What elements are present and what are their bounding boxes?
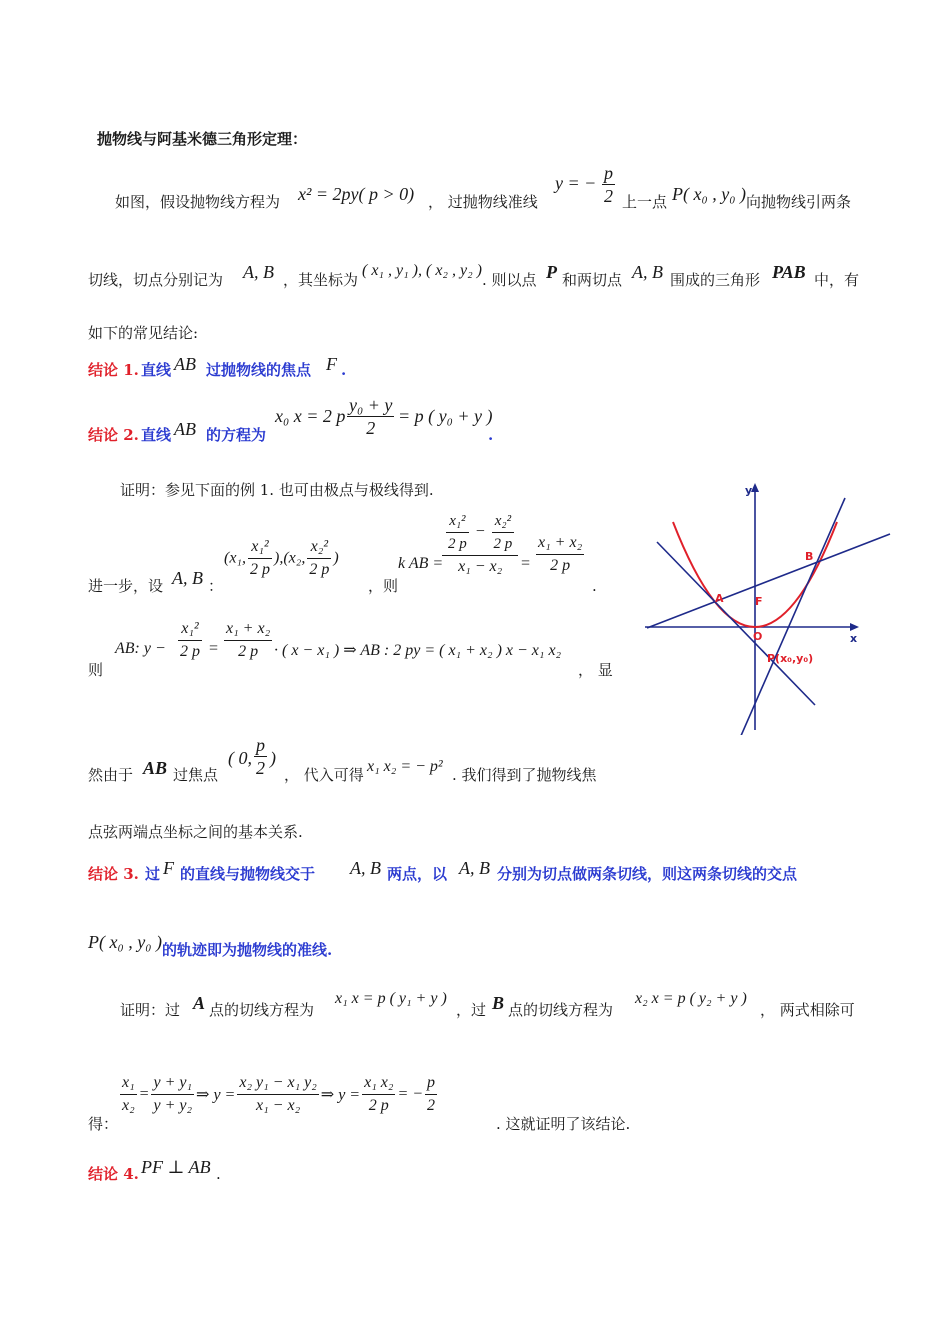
slope-result — [534, 532, 586, 577]
point-P0-3: P( x₀ , y₀ ) — [88, 932, 162, 952]
slope-num-c: x₂² — [492, 510, 515, 533]
proof-2-line-1: 证明：参见下面的例 1. 也可由极点与极线得到. — [120, 481, 434, 499]
proof-2-line-3-a: 则 — [88, 661, 104, 679]
proof-2-line-2-c: ，则 — [368, 577, 399, 595]
slope-kAB: k AB = — [398, 555, 444, 572]
intro-line-1-text-a: 如图，假设抛物线方程为 — [115, 193, 281, 211]
label-x: x — [850, 632, 858, 645]
directrix-frac — [600, 162, 617, 207]
proof-3-g: . 这就证明了该结论. — [496, 1115, 631, 1133]
dc-f1-num: x₁ — [120, 1072, 137, 1095]
coord1-num: x₁² — [248, 536, 272, 559]
label-B: B — [805, 550, 814, 563]
dc-f1-den: x₂ — [122, 1097, 135, 1114]
conclusion-3-text-a: 过 — [145, 865, 161, 883]
proof-2-line-4-a: 然由于 — [88, 766, 134, 784]
dc-imp1: ⇒ y = — [196, 1086, 236, 1104]
proof-2-line-2-d: . — [592, 577, 597, 595]
line-AB-1: AB — [174, 354, 196, 374]
dc-f4-num: x₁ x₂ — [362, 1072, 395, 1095]
coord-set-1: (x₁, $\frac{\text{x₁²}}{2 p}$ ),(x₂, $\frac{\text{x₂²}}{2 p}$ ) — [224, 536, 339, 581]
abl-f1-num: x₁² — [178, 618, 202, 641]
proof-2-line-4-d: . 我们得到了抛物线焦 — [452, 766, 597, 784]
slope-res-den: 2 p — [550, 557, 571, 574]
points-AB-2: A, B — [632, 262, 663, 282]
dc-f5-num: p — [425, 1072, 437, 1095]
ab-eq-den: 2 — [366, 418, 376, 438]
fp-num: p — [256, 735, 265, 755]
line-AB-2: AB — [174, 419, 196, 439]
intro-line-2-text-c: . 则以点 — [482, 271, 537, 289]
coord2-num: x₂² — [307, 536, 331, 559]
slope-num-d: 2 p — [493, 536, 513, 552]
coord2-den: 2 p — [309, 561, 330, 578]
intro-line-1-text-c: 上一点 — [622, 193, 668, 211]
conclusion-3-text-d: 分别为切点做两条切线，则这两条切线的交点 — [497, 865, 798, 883]
directrix-lhs: y = − — [555, 173, 597, 193]
slope-num-a: x₁² — [446, 510, 469, 533]
points-AB-3: A, B — [172, 568, 203, 588]
ab-line-frac1 — [176, 618, 204, 663]
conclusion-2-text-b: 的方程为 — [206, 426, 267, 444]
conclusion-1-text-b: 过抛物线的焦点 — [206, 361, 312, 379]
proof-2-line-2-a: 进一步，设 — [88, 577, 164, 595]
directrix-den: 2 — [604, 186, 613, 206]
ab-equation-frac — [345, 394, 396, 439]
conclusion-3-text-b: 的直线与抛物线交于 — [180, 865, 316, 883]
label-P: P(x₀,y₀) — [767, 652, 814, 665]
conclusion-2-text-a: 直线 — [141, 426, 172, 444]
dc-imp2: ⇒ y = — [320, 1086, 361, 1104]
points-AB-4: A, B — [350, 858, 381, 878]
intro-line-2-text-a: 切线，切点分别记为 — [88, 271, 224, 289]
focus-F-1: F — [326, 354, 337, 374]
conclusion-4-text-b: . — [216, 1165, 221, 1183]
intro-line-1-text-d: 向抛物线引两条 — [746, 193, 852, 211]
ab-equation-rhs: = p ( y₀ + y ) — [398, 406, 493, 426]
focus-F-3: F — [163, 858, 174, 878]
proof-3-b: 点的切线方程为 — [209, 1001, 315, 1019]
line-AB-3: AB — [143, 758, 168, 778]
points-AB-5: A, B — [459, 858, 490, 878]
dc-eq1: = — [138, 1085, 150, 1103]
points-AB: A, B — [243, 262, 274, 282]
focus-point-frac — [252, 734, 269, 779]
slope-den: x₁ − x₂ — [458, 558, 503, 575]
conclusion-2-label: 结论 2. — [88, 426, 139, 444]
intro-line-2-text-f: 中，有 — [814, 271, 860, 289]
division-chain — [118, 1072, 439, 1117]
conclusion-1-text-c: . — [341, 361, 347, 379]
conclusion-3-text-c: 两点，以 — [387, 865, 448, 883]
intro-line-3: 如下的常见结论: — [88, 324, 199, 342]
triangle-PAB: PAB — [772, 262, 806, 282]
conclusion-3-text-e: 的轨迹即为抛物线的准线. — [162, 941, 333, 959]
proof-2-line-4-b: 过焦点 — [173, 766, 219, 784]
point-P: P — [546, 262, 557, 282]
label-y: y — [745, 484, 753, 497]
dc-f5-den: 2 — [427, 1097, 436, 1114]
proof-3-e: ， 两式相除可 — [760, 1001, 855, 1019]
dc-neg: = − — [397, 1085, 424, 1103]
tangent-at-B: x₂ x = p ( y₂ + y ) — [635, 990, 747, 1007]
conclusion-4-label: 结论 4. — [88, 1165, 139, 1183]
slope-num-b: 2 p — [448, 536, 467, 552]
tangent-at-A: x₁ x = p ( y₁ + y ) — [335, 990, 447, 1007]
abl-f1-den: 2 p — [180, 643, 200, 660]
x-axis-arrow — [850, 623, 859, 631]
slope-eq: = — [520, 555, 531, 572]
fp-den: 2 — [256, 758, 265, 778]
parabola-equation: x² = 2py( p > 0) — [298, 184, 415, 204]
abl-f2-num: x₁ + x₂ — [224, 618, 272, 641]
dc-f3-num: x₂ y₁ − x₁ y₂ — [237, 1072, 318, 1095]
dc-f2-num: y + y₁ — [151, 1072, 194, 1095]
ab-equation-lhs: x₀ x = 2 p — [275, 406, 346, 426]
abl-f2-den: 2 p — [238, 643, 259, 660]
slope-num: $\frac{\text{x₁²}}{2 p}$ − $\frac{\text{x₂²}}{2 p}$ — [442, 510, 518, 556]
ab-line-lhs: AB: y − — [115, 640, 166, 657]
y-axis-arrow — [751, 483, 759, 492]
dc-f4-den: 2 p — [368, 1097, 389, 1114]
product-relation: x₁ x₂ = − p² — [367, 758, 443, 775]
intro-line-1-text-b: ， 过抛物线准线 — [428, 193, 538, 211]
proof-2-line-5: 点弦两端点坐标之间的基本关系. — [88, 823, 303, 841]
conclusion-2-text-c: . — [488, 426, 494, 444]
proof-3-d: 点的切线方程为 — [508, 1001, 614, 1019]
slope-res-num: x₁ + x₂ — [536, 532, 584, 555]
ab-eq-num: y₀ + y — [349, 395, 393, 415]
slope-frac — [440, 510, 520, 578]
proof-3-c: ，过 — [456, 1001, 487, 1019]
coord1-den: 2 p — [250, 561, 270, 578]
conclusion-1-label: 结论 1. — [88, 361, 139, 379]
conclusion-3-label: 结论 3. — [88, 865, 139, 883]
pf-perp-ab: PF ⊥ AB — [141, 1157, 211, 1177]
tangent-line-A — [657, 542, 815, 705]
focus-point-rhs: ) — [270, 748, 276, 768]
ab-line-frac2 — [222, 618, 274, 663]
directrix-num: p — [604, 163, 613, 183]
conclusion-1-text-a: 直线 — [141, 361, 172, 379]
proof-2-line-2-b: ： — [208, 577, 224, 595]
focus-point-lhs: ( 0, — [228, 748, 252, 768]
page-title: 抛物线与阿基米德三角形定理： — [97, 130, 308, 148]
ab-line-eq: = — [208, 640, 219, 657]
proof-2-line-4-c: ， 代入可得 — [284, 766, 364, 784]
intro-line-2-text-e: 围成的三角形 — [670, 271, 761, 289]
point-A: A — [193, 993, 206, 1013]
intro-line-2-text-d: 和两切点 — [562, 271, 623, 289]
tangent-coords: ( x₁ , y₁ ), ( x₂ , y₂ ) — [362, 262, 482, 279]
ab-line-rhs: · ( x − x₁ ) ⇒ AB : 2 py = ( x₁ + x₂ ) x − x₁ x₂ — [274, 642, 562, 659]
proof-2-line-3-b: ， 显 — [578, 661, 613, 679]
intro-line-2-text-b: ，其坐标为 — [283, 271, 359, 289]
label-A: A — [715, 592, 724, 605]
parabola-figure — [645, 480, 895, 735]
label-F: F — [755, 595, 763, 608]
dc-f3-den: x₁ − x₂ — [256, 1097, 301, 1114]
point-B: B — [492, 993, 505, 1013]
point-P0: P( x₀ , y₀ ) — [672, 184, 746, 204]
label-O: O — [753, 630, 763, 643]
proof-3-f: 得： — [88, 1115, 119, 1133]
proof-3-a: 证明：过 — [120, 1001, 181, 1019]
dc-f2-den: y + y₂ — [153, 1097, 193, 1114]
